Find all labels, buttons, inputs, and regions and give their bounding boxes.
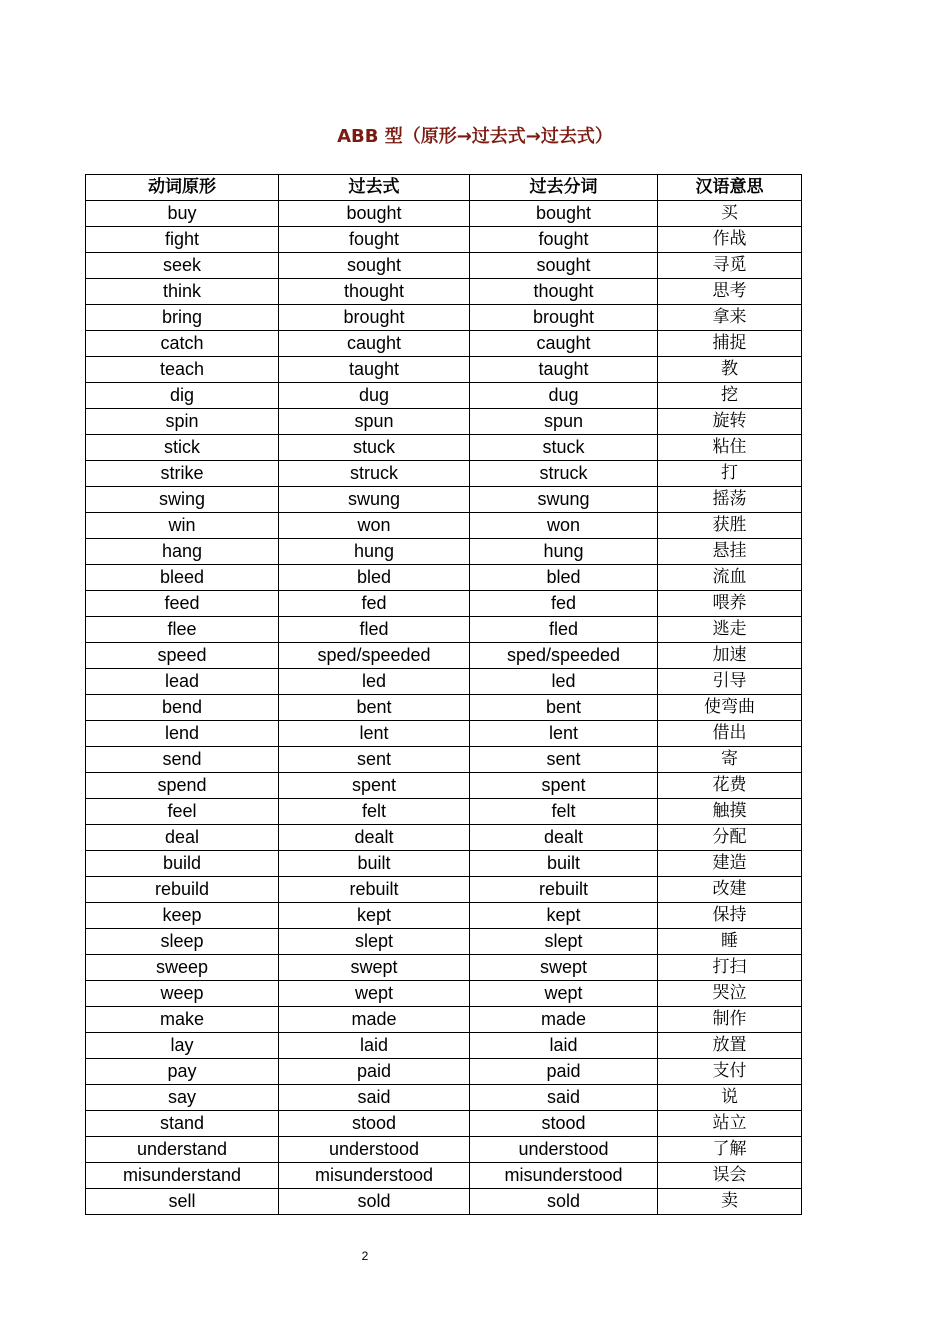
- table-row: [86, 513, 802, 539]
- cell-chinese-meaning: 寻觅: [658, 253, 802, 279]
- cell-past-participle: struck: [470, 461, 658, 487]
- table-header-row: [86, 175, 802, 201]
- cell-past-participle: fed: [470, 591, 658, 617]
- cell-past-participle: laid: [470, 1033, 658, 1059]
- cell-chinese-meaning: 睡: [658, 929, 802, 955]
- cell-base-form: sleep: [86, 929, 279, 955]
- cell-past-tense: bent: [279, 695, 470, 721]
- cell-chinese-meaning: 了解: [658, 1137, 802, 1163]
- table-row: [86, 669, 802, 695]
- cell-past-tense: thought: [279, 279, 470, 305]
- table-row: [86, 539, 802, 565]
- cell-past-tense: bought: [279, 201, 470, 227]
- cell-past-tense: stuck: [279, 435, 470, 461]
- cell-past-tense: swept: [279, 955, 470, 981]
- cell-base-form: fight: [86, 227, 279, 253]
- cell-base-form: sell: [86, 1189, 279, 1215]
- table-row: [86, 409, 802, 435]
- cell-base-form: win: [86, 513, 279, 539]
- table-row: [86, 747, 802, 773]
- header-past-participle: 过去分词: [470, 175, 658, 201]
- table-row: [86, 1007, 802, 1033]
- cell-past-participle: rebuilt: [470, 877, 658, 903]
- cell-past-tense: made: [279, 1007, 470, 1033]
- cell-chinese-meaning: 买: [658, 201, 802, 227]
- cell-base-form: deal: [86, 825, 279, 851]
- table-row: [86, 1163, 802, 1189]
- cell-past-tense: fought: [279, 227, 470, 253]
- cell-past-tense: sent: [279, 747, 470, 773]
- cell-past-tense: laid: [279, 1033, 470, 1059]
- cell-chinese-meaning: 引导: [658, 669, 802, 695]
- header-chinese-meaning: 汉语意思: [658, 175, 802, 201]
- cell-base-form: think: [86, 279, 279, 305]
- cell-base-form: lay: [86, 1033, 279, 1059]
- cell-base-form: pay: [86, 1059, 279, 1085]
- table-row: [86, 799, 802, 825]
- cell-past-tense: struck: [279, 461, 470, 487]
- table-row: [86, 1189, 802, 1215]
- table-row: [86, 279, 802, 305]
- cell-chinese-meaning: 旋转: [658, 409, 802, 435]
- cell-base-form: send: [86, 747, 279, 773]
- cell-chinese-meaning: 获胜: [658, 513, 802, 539]
- cell-base-form: spend: [86, 773, 279, 799]
- cell-chinese-meaning: 建造: [658, 851, 802, 877]
- table-row: [86, 903, 802, 929]
- cell-past-tense: swung: [279, 487, 470, 513]
- cell-chinese-meaning: 分配: [658, 825, 802, 851]
- cell-chinese-meaning: 使弯曲: [658, 695, 802, 721]
- cell-past-tense: sought: [279, 253, 470, 279]
- cell-base-form: bend: [86, 695, 279, 721]
- table-row: [86, 305, 802, 331]
- cell-base-form: speed: [86, 643, 279, 669]
- cell-chinese-meaning: 摇荡: [658, 487, 802, 513]
- table-row: [86, 201, 802, 227]
- cell-past-tense: bled: [279, 565, 470, 591]
- cell-past-tense: spun: [279, 409, 470, 435]
- cell-past-tense: kept: [279, 903, 470, 929]
- table-row: [86, 955, 802, 981]
- table-row: [86, 487, 802, 513]
- cell-past-participle: taught: [470, 357, 658, 383]
- header-past-tense: 过去式: [279, 175, 470, 201]
- cell-past-participle: sped/speeded: [470, 643, 658, 669]
- cell-base-form: strike: [86, 461, 279, 487]
- cell-chinese-meaning: 粘住: [658, 435, 802, 461]
- cell-past-participle: made: [470, 1007, 658, 1033]
- cell-past-tense: sold: [279, 1189, 470, 1215]
- cell-past-tense: hung: [279, 539, 470, 565]
- cell-past-participle: caught: [470, 331, 658, 357]
- cell-base-form: bleed: [86, 565, 279, 591]
- cell-past-participle: hung: [470, 539, 658, 565]
- cell-chinese-meaning: 流血: [658, 565, 802, 591]
- table-row: [86, 643, 802, 669]
- cell-chinese-meaning: 说: [658, 1085, 802, 1111]
- cell-base-form: lead: [86, 669, 279, 695]
- cell-past-participle: said: [470, 1085, 658, 1111]
- cell-base-form: build: [86, 851, 279, 877]
- cell-past-tense: dug: [279, 383, 470, 409]
- cell-base-form: stand: [86, 1111, 279, 1137]
- cell-chinese-meaning: 制作: [658, 1007, 802, 1033]
- table-row: [86, 1137, 802, 1163]
- cell-past-tense: paid: [279, 1059, 470, 1085]
- cell-past-participle: fought: [470, 227, 658, 253]
- cell-past-participle: swept: [470, 955, 658, 981]
- cell-base-form: sweep: [86, 955, 279, 981]
- table-row: [86, 591, 802, 617]
- table-row: [86, 1085, 802, 1111]
- cell-past-tense: slept: [279, 929, 470, 955]
- cell-past-participle: slept: [470, 929, 658, 955]
- table-row: [86, 357, 802, 383]
- cell-past-tense: stood: [279, 1111, 470, 1137]
- table-row: [86, 695, 802, 721]
- table-body: [86, 201, 802, 1215]
- cell-past-participle: sent: [470, 747, 658, 773]
- cell-past-tense: fed: [279, 591, 470, 617]
- cell-past-participle: kept: [470, 903, 658, 929]
- cell-past-participle: led: [470, 669, 658, 695]
- cell-base-form: understand: [86, 1137, 279, 1163]
- cell-chinese-meaning: 捕捉: [658, 331, 802, 357]
- table-row: [86, 851, 802, 877]
- cell-chinese-meaning: 卖: [658, 1189, 802, 1215]
- table-row: [86, 1111, 802, 1137]
- table-row: [86, 383, 802, 409]
- cell-base-form: dig: [86, 383, 279, 409]
- cell-past-tense: misunderstood: [279, 1163, 470, 1189]
- table-row: [86, 721, 802, 747]
- cell-base-form: flee: [86, 617, 279, 643]
- cell-past-participle: brought: [470, 305, 658, 331]
- cell-base-form: stick: [86, 435, 279, 461]
- cell-past-participle: understood: [470, 1137, 658, 1163]
- cell-base-form: bring: [86, 305, 279, 331]
- cell-past-tense: felt: [279, 799, 470, 825]
- verb-table: [85, 174, 802, 1215]
- cell-past-participle: bled: [470, 565, 658, 591]
- cell-past-tense: wept: [279, 981, 470, 1007]
- table-row: [86, 929, 802, 955]
- cell-past-tense: said: [279, 1085, 470, 1111]
- cell-past-participle: lent: [470, 721, 658, 747]
- cell-chinese-meaning: 加速: [658, 643, 802, 669]
- table-row: [86, 981, 802, 1007]
- cell-past-participle: spun: [470, 409, 658, 435]
- table-row: [86, 617, 802, 643]
- cell-past-tense: taught: [279, 357, 470, 383]
- cell-chinese-meaning: 放置: [658, 1033, 802, 1059]
- cell-base-form: rebuild: [86, 877, 279, 903]
- cell-past-participle: dealt: [470, 825, 658, 851]
- cell-past-participle: swung: [470, 487, 658, 513]
- cell-chinese-meaning: 打扫: [658, 955, 802, 981]
- cell-past-participle: wept: [470, 981, 658, 1007]
- cell-past-participle: paid: [470, 1059, 658, 1085]
- cell-past-tense: lent: [279, 721, 470, 747]
- cell-base-form: lend: [86, 721, 279, 747]
- cell-past-participle: thought: [470, 279, 658, 305]
- cell-chinese-meaning: 拿来: [658, 305, 802, 331]
- cell-past-tense: won: [279, 513, 470, 539]
- cell-chinese-meaning: 挖: [658, 383, 802, 409]
- cell-past-tense: brought: [279, 305, 470, 331]
- cell-past-participle: misunderstood: [470, 1163, 658, 1189]
- cell-past-tense: rebuilt: [279, 877, 470, 903]
- cell-chinese-meaning: 借出: [658, 721, 802, 747]
- cell-chinese-meaning: 思考: [658, 279, 802, 305]
- cell-base-form: hang: [86, 539, 279, 565]
- cell-past-tense: built: [279, 851, 470, 877]
- cell-base-form: spin: [86, 409, 279, 435]
- cell-base-form: swing: [86, 487, 279, 513]
- cell-chinese-meaning: 误会: [658, 1163, 802, 1189]
- cell-past-participle: stood: [470, 1111, 658, 1137]
- cell-past-participle: built: [470, 851, 658, 877]
- cell-past-participle: dug: [470, 383, 658, 409]
- cell-past-tense: dealt: [279, 825, 470, 851]
- cell-past-tense: sped/speeded: [279, 643, 470, 669]
- cell-chinese-meaning: 打: [658, 461, 802, 487]
- cell-chinese-meaning: 保持: [658, 903, 802, 929]
- cell-base-form: keep: [86, 903, 279, 929]
- cell-chinese-meaning: 站立: [658, 1111, 802, 1137]
- cell-base-form: feel: [86, 799, 279, 825]
- cell-base-form: make: [86, 1007, 279, 1033]
- cell-base-form: misunderstand: [86, 1163, 279, 1189]
- cell-past-tense: fled: [279, 617, 470, 643]
- cell-past-participle: sought: [470, 253, 658, 279]
- cell-base-form: buy: [86, 201, 279, 227]
- cell-chinese-meaning: 改建: [658, 877, 802, 903]
- cell-chinese-meaning: 哭泣: [658, 981, 802, 1007]
- cell-past-participle: won: [470, 513, 658, 539]
- cell-chinese-meaning: 逃走: [658, 617, 802, 643]
- page-title: ABB 型（原形→过去式→过去式）: [337, 126, 613, 147]
- cell-base-form: catch: [86, 331, 279, 357]
- cell-chinese-meaning: 支付: [658, 1059, 802, 1085]
- table-row: [86, 565, 802, 591]
- table-row: [86, 227, 802, 253]
- cell-past-tense: led: [279, 669, 470, 695]
- table-row: [86, 461, 802, 487]
- cell-past-participle: bent: [470, 695, 658, 721]
- cell-base-form: say: [86, 1085, 279, 1111]
- table-row: [86, 1033, 802, 1059]
- cell-chinese-meaning: 悬挂: [658, 539, 802, 565]
- cell-past-participle: bought: [470, 201, 658, 227]
- cell-base-form: feed: [86, 591, 279, 617]
- cell-chinese-meaning: 作战: [658, 227, 802, 253]
- page-number: 2: [361, 1249, 369, 1263]
- cell-chinese-meaning: 喂养: [658, 591, 802, 617]
- cell-past-participle: sold: [470, 1189, 658, 1215]
- table-row: [86, 435, 802, 461]
- cell-past-tense: understood: [279, 1137, 470, 1163]
- table-row: [86, 253, 802, 279]
- cell-past-participle: fled: [470, 617, 658, 643]
- table-row: [86, 877, 802, 903]
- cell-past-participle: spent: [470, 773, 658, 799]
- cell-past-tense: caught: [279, 331, 470, 357]
- cell-past-tense: spent: [279, 773, 470, 799]
- cell-base-form: teach: [86, 357, 279, 383]
- cell-chinese-meaning: 触摸: [658, 799, 802, 825]
- cell-base-form: weep: [86, 981, 279, 1007]
- cell-chinese-meaning: 花费: [658, 773, 802, 799]
- table-row: [86, 331, 802, 357]
- cell-chinese-meaning: 寄: [658, 747, 802, 773]
- header-base-form: 动词原形: [86, 175, 279, 201]
- cell-past-participle: felt: [470, 799, 658, 825]
- cell-chinese-meaning: 教: [658, 357, 802, 383]
- table-row: [86, 825, 802, 851]
- table-row: [86, 773, 802, 799]
- cell-base-form: seek: [86, 253, 279, 279]
- cell-past-participle: stuck: [470, 435, 658, 461]
- table-row: [86, 1059, 802, 1085]
